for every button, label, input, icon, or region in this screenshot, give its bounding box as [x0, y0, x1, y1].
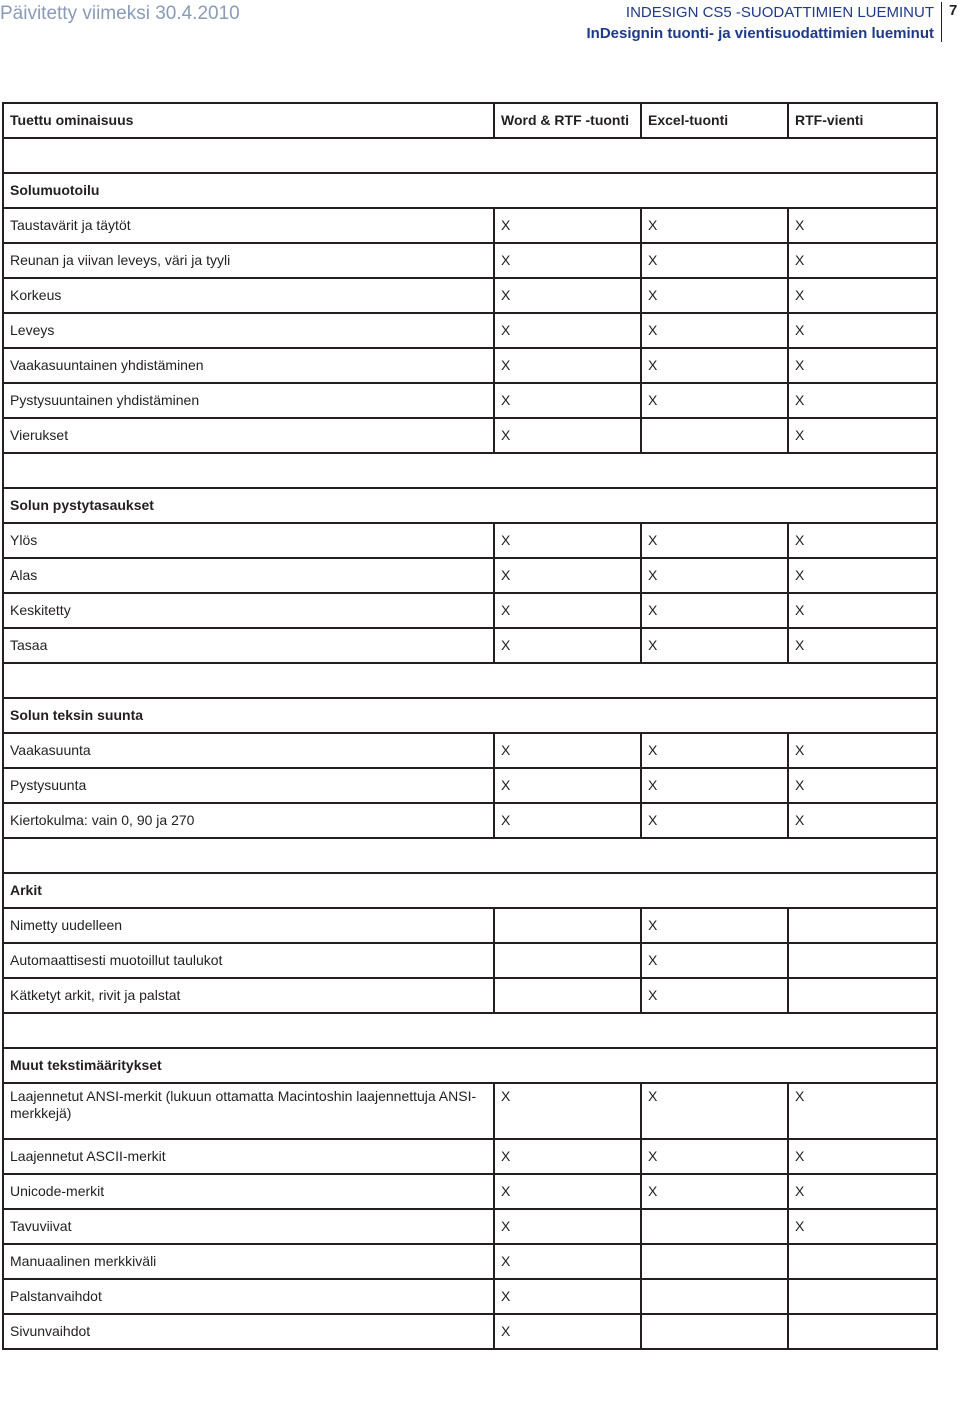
rtf-export-cell: X	[788, 383, 937, 418]
rtf-export-cell: X	[788, 803, 937, 838]
table-header-row	[3, 103, 937, 138]
word-rtf-import-cell: X	[494, 1174, 641, 1209]
feature-label-cell: Tasaa	[3, 628, 494, 663]
feature-label-cell: Tavuviivat	[3, 1209, 494, 1244]
word-rtf-import-cell: X	[494, 418, 641, 453]
section-title: Solumuotoilu	[3, 173, 937, 208]
feature-label-cell: Leveys	[3, 313, 494, 348]
rtf-export-cell	[788, 1314, 937, 1349]
rtf-export-cell: X	[788, 768, 937, 803]
section-spacer-row	[3, 663, 937, 698]
table-row	[3, 908, 937, 943]
page-header	[0, 0, 960, 50]
spacer-cell	[3, 838, 937, 873]
feature-label-cell: Manuaalinen merkkiväli	[3, 1244, 494, 1279]
excel-import-cell	[641, 418, 788, 453]
word-rtf-import-cell: X	[494, 628, 641, 663]
spacer-cell	[3, 1013, 937, 1048]
rtf-export-cell: X	[788, 418, 937, 453]
excel-import-cell: X	[641, 313, 788, 348]
document-subtitle: InDesignin tuonti- ja vientisuodattimien lueminut	[586, 25, 934, 42]
column-header-feature: Tuettu ominaisuus	[3, 103, 494, 138]
rtf-export-cell: X	[788, 523, 937, 558]
feature-label-cell: Reunan ja viivan leveys, väri ja tyyli	[3, 243, 494, 278]
feature-label-cell: Ylös	[3, 523, 494, 558]
word-rtf-import-cell: X	[494, 243, 641, 278]
table-row	[3, 768, 937, 803]
table-row	[3, 418, 937, 453]
word-rtf-import-cell: X	[494, 768, 641, 803]
table-row	[3, 943, 937, 978]
table-row	[3, 383, 937, 418]
table-body	[3, 138, 937, 1349]
excel-import-cell: X	[641, 628, 788, 663]
table-row	[3, 1083, 937, 1139]
excel-import-cell: X	[641, 383, 788, 418]
word-rtf-import-cell: X	[494, 1244, 641, 1279]
word-rtf-import-cell: X	[494, 278, 641, 313]
feature-label-cell: Laajennetut ASCII-merkit	[3, 1139, 494, 1174]
section-spacer-row	[3, 453, 937, 488]
excel-import-cell: X	[641, 208, 788, 243]
feature-label-cell: Nimetty uudelleen	[3, 908, 494, 943]
feature-support-table	[2, 102, 938, 1350]
word-rtf-import-cell: X	[494, 313, 641, 348]
word-rtf-import-cell: X	[494, 523, 641, 558]
excel-import-cell: X	[641, 1139, 788, 1174]
last-updated-note: Päivitetty viimeksi 30.4.2010	[0, 3, 240, 24]
excel-import-cell	[641, 1279, 788, 1314]
rtf-export-cell	[788, 1244, 937, 1279]
section-spacer-row	[3, 1013, 937, 1048]
table-row	[3, 208, 937, 243]
table-row	[3, 1209, 937, 1244]
section-spacer-row	[3, 838, 937, 873]
section-header-row	[3, 173, 937, 208]
column-header-word-rtf-import: Word & RTF -tuonti	[494, 103, 641, 138]
excel-import-cell	[641, 1314, 788, 1349]
excel-import-cell: X	[641, 908, 788, 943]
section-title: Arkit	[3, 873, 937, 908]
excel-import-cell: X	[641, 593, 788, 628]
excel-import-cell: X	[641, 278, 788, 313]
feature-table-container	[2, 102, 936, 1350]
word-rtf-import-cell: X	[494, 1314, 641, 1349]
word-rtf-import-cell: X	[494, 1083, 641, 1139]
table-row	[3, 628, 937, 663]
rtf-export-cell: X	[788, 733, 937, 768]
table-row	[3, 1244, 937, 1279]
excel-import-cell: X	[641, 348, 788, 383]
table-row	[3, 313, 937, 348]
table-row	[3, 593, 937, 628]
word-rtf-import-cell: X	[494, 558, 641, 593]
rtf-export-cell: X	[788, 1174, 937, 1209]
word-rtf-import-cell: X	[494, 1139, 641, 1174]
section-spacer-row	[3, 138, 937, 173]
table-row	[3, 523, 937, 558]
word-rtf-import-cell: X	[494, 803, 641, 838]
spacer-cell	[3, 138, 937, 173]
table-row	[3, 558, 937, 593]
feature-label-cell: Unicode-merkit	[3, 1174, 494, 1209]
word-rtf-import-cell	[494, 943, 641, 978]
excel-import-cell: X	[641, 978, 788, 1013]
excel-import-cell: X	[641, 768, 788, 803]
word-rtf-import-cell: X	[494, 208, 641, 243]
section-title: Solun teksin suunta	[3, 698, 937, 733]
feature-label-cell: Pystysuuntainen yhdistäminen	[3, 383, 494, 418]
rtf-export-cell: X	[788, 313, 937, 348]
table-row	[3, 803, 937, 838]
rtf-export-cell	[788, 943, 937, 978]
table-row	[3, 243, 937, 278]
word-rtf-import-cell: X	[494, 1209, 641, 1244]
spacer-cell	[3, 663, 937, 698]
header-divider	[941, 2, 942, 42]
rtf-export-cell: X	[788, 1139, 937, 1174]
document-title: INDESIGN CS5 -SUODATTIMIEN LUEMINUT	[625, 4, 934, 21]
feature-label-cell: Palstanvaihdot	[3, 1279, 494, 1314]
spacer-cell	[3, 453, 937, 488]
rtf-export-cell	[788, 908, 937, 943]
rtf-export-cell	[788, 978, 937, 1013]
rtf-export-cell: X	[788, 278, 937, 313]
rtf-export-cell: X	[788, 243, 937, 278]
table-row	[3, 978, 937, 1013]
table-row	[3, 1279, 937, 1314]
feature-label-cell: Automaattisesti muotoillut taulukot	[3, 943, 494, 978]
word-rtf-import-cell	[494, 908, 641, 943]
feature-label-cell: Korkeus	[3, 278, 494, 313]
rtf-export-cell: X	[788, 558, 937, 593]
excel-import-cell: X	[641, 733, 788, 768]
rtf-export-cell: X	[788, 1209, 937, 1244]
feature-label-cell: Alas	[3, 558, 494, 593]
word-rtf-import-cell: X	[494, 593, 641, 628]
section-title: Solun pystytasaukset	[3, 488, 937, 523]
excel-import-cell: X	[641, 1083, 788, 1139]
column-header-rtf-export: RTF-vienti	[788, 103, 937, 138]
section-header-row	[3, 488, 937, 523]
rtf-export-cell: X	[788, 348, 937, 383]
feature-label-cell: Sivunvaihdot	[3, 1314, 494, 1349]
table-row	[3, 1139, 937, 1174]
rtf-export-cell: X	[788, 1083, 937, 1139]
rtf-export-cell: X	[788, 208, 937, 243]
feature-label-cell: Vaakasuuntainen yhdistäminen	[3, 348, 494, 383]
word-rtf-import-cell: X	[494, 733, 641, 768]
feature-label-cell: Kiertokulma: vain 0, 90 ja 270	[3, 803, 494, 838]
excel-import-cell: X	[641, 1174, 788, 1209]
table-row	[3, 1314, 937, 1349]
section-header-row	[3, 873, 937, 908]
excel-import-cell: X	[641, 803, 788, 838]
section-title: Muut tekstimääritykset	[3, 1048, 937, 1083]
word-rtf-import-cell	[494, 978, 641, 1013]
rtf-export-cell: X	[788, 628, 937, 663]
table-row	[3, 348, 937, 383]
feature-label-cell: Keskitetty	[3, 593, 494, 628]
feature-label-cell: Vaakasuunta	[3, 733, 494, 768]
feature-label-cell: Kätketyt arkit, rivit ja palstat	[3, 978, 494, 1013]
word-rtf-import-cell: X	[494, 383, 641, 418]
feature-label-cell: Taustavärit ja täytöt	[3, 208, 494, 243]
table-row	[3, 278, 937, 313]
table-row	[3, 1174, 937, 1209]
rtf-export-cell	[788, 1279, 937, 1314]
page-number: 7	[949, 2, 958, 19]
section-header-row	[3, 698, 937, 733]
feature-label-cell: Laajennetut ANSI-merkit (lukuun ottamatta Macintoshin laajennettuja ANSI-merkkejä)	[3, 1083, 494, 1139]
word-rtf-import-cell: X	[494, 1279, 641, 1314]
excel-import-cell: X	[641, 523, 788, 558]
excel-import-cell: X	[641, 243, 788, 278]
excel-import-cell: X	[641, 943, 788, 978]
column-header-excel-import: Excel-tuonti	[641, 103, 788, 138]
excel-import-cell	[641, 1244, 788, 1279]
section-header-row	[3, 1048, 937, 1083]
feature-label-cell: Vierukset	[3, 418, 494, 453]
excel-import-cell	[641, 1209, 788, 1244]
rtf-export-cell: X	[788, 593, 937, 628]
table-row	[3, 733, 937, 768]
word-rtf-import-cell: X	[494, 348, 641, 383]
feature-label-cell: Pystysuunta	[3, 768, 494, 803]
excel-import-cell: X	[641, 558, 788, 593]
